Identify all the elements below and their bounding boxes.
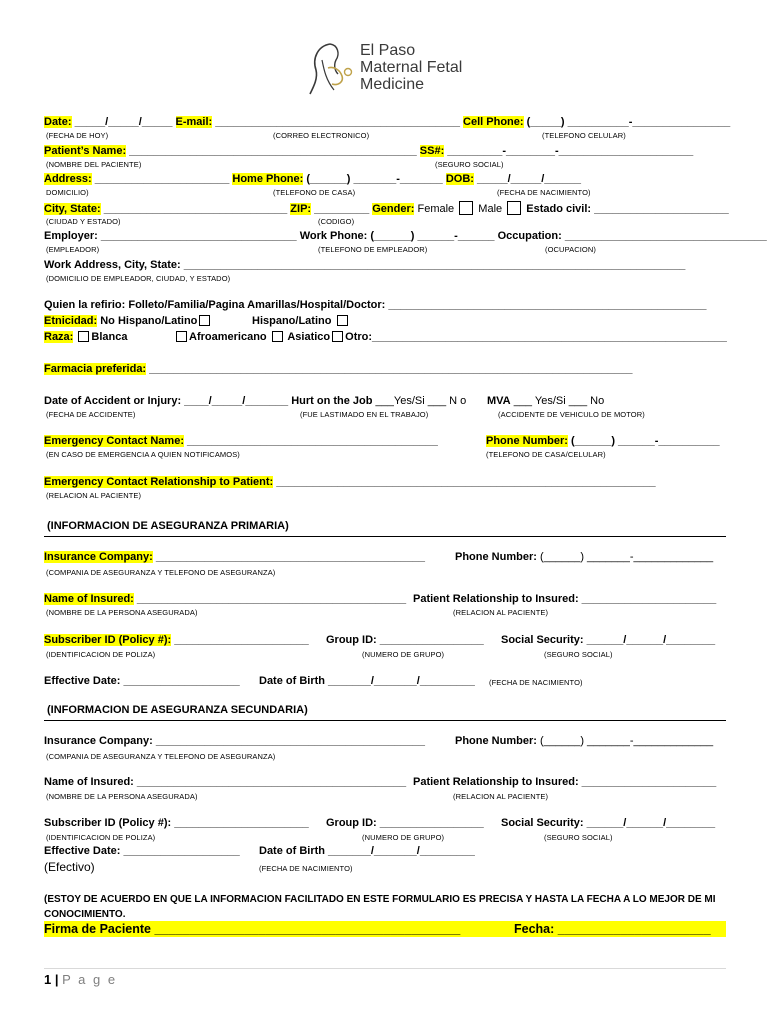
- primary-group-label: Group ID:: [326, 634, 377, 646]
- accident-row: [44, 395, 466, 408]
- work-address-sub: (DOMICILIO DE EMPLEADOR, CIUDAD, Y ESTADO): [46, 274, 231, 283]
- asian-checkbox[interactable]: [272, 331, 283, 342]
- primary-ss-label: Social Security:: [501, 634, 584, 646]
- race-label: Raza:: [44, 331, 74, 343]
- consent-line-1: (ESTOY DE ACUERDO EN QUE LA INFORMACION FACILITADO EN ESTE FORMULARIO ES PRECISA Y HASTA LA FECHA A LO MEJOR DE MI: [44, 894, 716, 905]
- secondary-subscriber-row: [44, 817, 309, 830]
- secondary-effective-field[interactable]: ___________________: [120, 845, 240, 857]
- secondary-subscriber-label: Subscriber ID (Policy #):: [44, 817, 172, 829]
- black-checkbox[interactable]: [176, 331, 187, 342]
- primary-group-sub: (NUMERO DE GRUPO): [362, 650, 445, 659]
- cell-phone-field[interactable]: (_____) __________-________________: [523, 116, 731, 128]
- ss-label: SS#:: [419, 145, 445, 157]
- secondary-dob-field[interactable]: _______/_______/_________: [325, 845, 475, 857]
- occupation-sub: (OCUPACION): [545, 245, 596, 254]
- secondary-subscriber-field[interactable]: ______________________: [171, 817, 309, 829]
- primary-phone-group: [455, 551, 713, 564]
- primary-effective-row: [44, 675, 240, 688]
- signature-date-group: [514, 921, 711, 937]
- primary-insured-row: [44, 593, 406, 606]
- asian-label: Asiatico: [284, 331, 331, 343]
- emergency-phone-group: [486, 435, 720, 448]
- email-label: E-mail:: [175, 116, 213, 128]
- home-phone-field[interactable]: (______) _______-_______: [303, 173, 446, 185]
- email-field[interactable]: ________________________________________: [212, 116, 464, 128]
- patient-name-label: Patient’s Name:: [44, 145, 127, 157]
- secondary-group-field[interactable]: _________________: [376, 817, 484, 829]
- primary-divider: [44, 536, 726, 537]
- signature-date-field[interactable]: ______________________: [554, 922, 711, 936]
- secondary-dob-label: Date of Birth: [259, 845, 325, 857]
- hispanic-label: Hispano/Latino: [252, 315, 332, 327]
- home-phone-sub: (TELEFONO DE CASA): [273, 188, 356, 197]
- dob-field[interactable]: _____/_____/______: [473, 173, 581, 185]
- hispanic-checkbox[interactable]: [337, 315, 348, 326]
- hurt-on-job-field[interactable]: ___Yes/Si ___ N o: [372, 395, 467, 407]
- other-checkbox[interactable]: [332, 331, 343, 342]
- secondary-ss-label: Social Security:: [501, 817, 584, 829]
- secondary-group-label: Group ID:: [326, 817, 377, 829]
- emergency-phone-sub: (TELEFONO DE CASA/CELULAR): [486, 450, 606, 459]
- date-row: [44, 116, 730, 129]
- white-checkbox[interactable]: [78, 331, 89, 342]
- gender-label: Gender:: [372, 203, 415, 215]
- primary-company-field[interactable]: ____________________________________________: [152, 551, 426, 563]
- employer-row: [44, 230, 767, 243]
- logo-mother-icon: [304, 40, 356, 98]
- employer-label: Employer:: [44, 230, 98, 242]
- hispanic-group: [252, 315, 350, 328]
- primary-relation-sub: (RELACION AL PACIENTE): [453, 608, 549, 617]
- zip-label: ZIP:: [290, 203, 312, 215]
- primary-ss-sub: (SEGURO SOCIAL): [544, 650, 613, 659]
- address-field[interactable]: ______________________: [91, 173, 233, 185]
- employer-field[interactable]: ________________________________: [97, 230, 300, 242]
- date-label: Date:: [44, 116, 72, 128]
- emergency-relation-label: Emergency Contact Relationship to Patient:: [44, 476, 274, 488]
- secondary-insured-label: Name of Insured:: [44, 776, 134, 788]
- emergency-name-label: Emergency Contact Name:: [44, 435, 184, 447]
- primary-group-field[interactable]: _________________: [376, 634, 484, 646]
- ss-field[interactable]: _________-________-______________________: [444, 145, 694, 157]
- primary-company-row: [44, 551, 425, 564]
- email-sub: (CORREO ELECTRONICO): [273, 131, 370, 140]
- secondary-relation-label: Patient Relationship to Insured:: [413, 776, 579, 788]
- race-row: [44, 331, 127, 344]
- accident-date-label: Date of Accident or Injury:: [44, 395, 182, 407]
- logo-line-1: El Paso: [360, 42, 416, 59]
- work-phone-label: Work Phone:: [299, 230, 368, 242]
- no-hispanic-label: No Hispano/Latino: [97, 315, 198, 327]
- work-address-row: [44, 259, 685, 272]
- logo-line-2: Maternal Fetal: [360, 59, 463, 76]
- pharmacy-label: Farmacia preferida:: [44, 363, 147, 375]
- civil-status-label: Estado civil:: [526, 203, 592, 215]
- logo-line-3: Medicine: [360, 76, 425, 93]
- patient-name-sub: (NOMBRE DEL PACIENTE): [46, 160, 142, 169]
- mva-label: MVA: [487, 395, 511, 407]
- address-sub: DOMICILIO): [46, 188, 89, 197]
- work-phone-field[interactable]: (______) ______-______: [367, 230, 498, 242]
- mva-field[interactable]: ___ Yes/Si ___ No: [510, 395, 605, 407]
- primary-insured-label: Name of Insured:: [44, 593, 134, 605]
- ethnicity-label: Etnicidad:: [44, 315, 98, 327]
- secondary-subscriber-sub: (IDENTIFICACION DE POLIZA): [46, 833, 156, 842]
- cell-phone-label: Cell Phone:: [463, 116, 524, 128]
- no-hispanic-checkbox[interactable]: [199, 315, 210, 326]
- primary-ss-group: [501, 634, 715, 647]
- primary-relation-field[interactable]: ______________________: [578, 593, 717, 605]
- ethnicity-row: [44, 315, 212, 328]
- secondary-effective-sub: (Efectivo): [44, 860, 95, 874]
- primary-subscriber-sub: (IDENTIFICACION DE POLIZA): [46, 650, 156, 659]
- signature-date-label: Fecha:: [514, 922, 555, 936]
- secondary-group-group: [326, 817, 484, 830]
- emergency-relation-sub: (RELACION AL PACIENTE): [46, 491, 142, 500]
- primary-heading: (INFORMACION DE ASEGURANZA PRIMARIA): [47, 520, 289, 532]
- primary-subscriber-field[interactable]: ______________________: [171, 634, 309, 646]
- city-row: [44, 201, 729, 216]
- secondary-phone-label: Phone Number:: [455, 735, 537, 747]
- emergency-relation-field[interactable]: ______________________________________________________________: [273, 476, 656, 488]
- signature-label: Firma de Paciente: [44, 922, 151, 936]
- secondary-ss-group: [501, 817, 715, 830]
- work-address-label: Work Address, City, State:: [44, 259, 181, 271]
- male-label: Male: [475, 203, 503, 215]
- emergency-phone-label: Phone Number:: [486, 435, 568, 447]
- occupation-field[interactable]: _________________________________: [561, 230, 767, 242]
- consent-line-2: CONOCIMIENTO.: [44, 909, 126, 920]
- mva-group: [487, 395, 604, 408]
- primary-subscriber-row: [44, 634, 309, 647]
- primary-ss-field[interactable]: ______/______/________: [583, 634, 716, 646]
- secondary-divider: [44, 720, 726, 721]
- address-row: [44, 173, 581, 186]
- male-checkbox[interactable]: [507, 201, 521, 215]
- patient-name-row: [44, 145, 693, 158]
- footer-divider: [44, 968, 726, 969]
- secondary-company-row: [44, 735, 425, 748]
- date-field[interactable]: _____/_____/_____: [71, 116, 176, 128]
- secondary-phone-group: [455, 735, 713, 748]
- primary-phone-label: Phone Number:: [455, 551, 537, 563]
- primary-dob-sub: (FECHA DE NACIMIENTO): [489, 678, 583, 687]
- primary-dob-label: Date of Birth: [259, 675, 325, 687]
- secondary-relation-group: [413, 776, 716, 789]
- primary-relation-label: Patient Relationship to Insured:: [413, 593, 579, 605]
- city-sub: (CIUDAD Y ESTADO): [46, 217, 121, 226]
- primary-company-label: Insurance Company:: [44, 551, 153, 563]
- emergency-name-field[interactable]: _________________________________________: [184, 435, 438, 447]
- work-phone-sub: (TELEFONO DE EMPLEADOR): [318, 245, 428, 254]
- page-number: 1: [44, 972, 52, 987]
- accident-date-field[interactable]: ____/_____/_______: [181, 395, 292, 407]
- page-footer: [44, 972, 117, 987]
- pharmacy-field[interactable]: _______________________________________________________________________________: [146, 363, 633, 375]
- primary-effective-label: Effective Date:: [44, 675, 121, 687]
- patient-name-field[interactable]: _______________________________________________: [126, 145, 420, 157]
- referral-row[interactable]: Quien la refirio: Folleto/Familia/Pagina Amarillas/Hospital/Doctor: ____________________________________________________: [44, 299, 707, 311]
- address-label: Address:: [44, 173, 92, 185]
- primary-dob-group: [259, 675, 475, 688]
- primary-subscriber-label: Subscriber ID (Policy #):: [44, 634, 172, 646]
- primary-effective-field[interactable]: ___________________: [120, 675, 240, 687]
- secondary-relation-sub: (RELACION AL PACIENTE): [453, 792, 549, 801]
- female-label: Female: [414, 203, 455, 215]
- city-label: City, State:: [44, 203, 101, 215]
- date-sub: (FECHA DE HOY): [46, 131, 109, 140]
- employer-sub: (EMPLEADOR): [46, 245, 100, 254]
- secondary-ss-field[interactable]: ______/______/________: [583, 817, 716, 829]
- white-label: Blanca: [91, 331, 128, 343]
- primary-insured-sub: (NOMBRE DE LA PERSONA ASEGURADA): [46, 608, 198, 617]
- mva-sub: (ACCIDENTE DE VEHICULO DE MOTOR): [498, 410, 645, 419]
- occupation-label: Occupation:: [497, 230, 562, 242]
- dob-sub: (FECHA DE NACIMIENTO): [497, 188, 591, 197]
- race-row-2: [174, 331, 727, 344]
- page-word: P a g e: [62, 972, 118, 987]
- hurt-on-job-sub: (FUE LASTIMADO EN EL TRABAJO): [300, 410, 429, 419]
- primary-company-sub: (COMPANIA DE ASEGURANZA Y TELEFONO DE ASEGURANZA): [46, 568, 276, 577]
- female-checkbox[interactable]: [459, 201, 473, 215]
- black-label: Afroamericano: [189, 331, 267, 343]
- emergency-phone-field[interactable]: (______) ______-__________: [567, 435, 720, 447]
- secondary-group-sub: (NUMERO DE GRUPO): [362, 833, 445, 842]
- secondary-dob-group: [259, 845, 475, 858]
- ss-sub: (SEGURO SOCIAL): [435, 160, 504, 169]
- emergency-relation-row: [44, 476, 656, 489]
- primary-dob-field[interactable]: _______/_______/_________: [325, 675, 475, 687]
- secondary-insured-field[interactable]: ____________________________________________: [133, 776, 407, 788]
- accident-date-sub: (FECHA DE ACCIDENTE): [46, 410, 136, 419]
- logo: [304, 40, 474, 98]
- secondary-effective-label: Effective Date:: [44, 845, 121, 857]
- primary-phone-field[interactable]: (______) _______-_____________: [536, 551, 714, 563]
- zip-field[interactable]: _________: [311, 203, 373, 215]
- city-field[interactable]: ______________________________: [100, 203, 291, 215]
- civil-status-field[interactable]: ______________________: [591, 203, 729, 215]
- secondary-dob-sub: (FECHA DE NACIMIENTO): [259, 864, 353, 873]
- emergency-name-sub: (EN CASO DE EMERGENCIA A QUIEN NOTIFICAMOS): [46, 450, 240, 459]
- secondary-heading: (INFORMACION DE ASEGURANZA SECUNDARIA): [47, 704, 308, 716]
- primary-group-group: [326, 634, 484, 647]
- secondary-ss-sub: (SEGURO SOCIAL): [544, 833, 613, 842]
- other-field[interactable]: Otro:__________________________________________________________: [345, 331, 727, 343]
- secondary-phone-field[interactable]: (______) _______-_____________: [536, 735, 714, 747]
- hurt-on-job-label: Hurt on the Job: [291, 395, 373, 407]
- secondary-company-label: Insurance Company:: [44, 735, 153, 747]
- secondary-effective-row: [44, 845, 240, 858]
- zip-sub: (CODIGO): [318, 217, 355, 226]
- primary-insured-field[interactable]: ____________________________________________: [133, 593, 407, 605]
- pharmacy-row: [44, 363, 632, 376]
- secondary-insured-sub: (NOMBRE DE LA PERSONA ASEGURADA): [46, 792, 198, 801]
- emergency-name-row: [44, 435, 438, 448]
- secondary-insured-row: [44, 776, 406, 789]
- dob-label: DOB:: [445, 173, 474, 185]
- cell-sub: (TELEFONO CELULAR): [542, 131, 626, 140]
- signature-field[interactable]: ____________________________________________: [151, 922, 461, 936]
- signature-row: [44, 921, 726, 937]
- primary-relation-group: [413, 593, 716, 606]
- home-phone-label: Home Phone:: [232, 173, 304, 185]
- secondary-company-field[interactable]: ____________________________________________: [152, 735, 426, 747]
- secondary-company-sub: (COMPANIA DE ASEGURANZA Y TELEFONO DE ASEGURANZA): [46, 752, 276, 761]
- secondary-relation-field[interactable]: ______________________: [578, 776, 717, 788]
- page-separator: |: [51, 972, 63, 987]
- work-address-field[interactable]: __________________________________________________________________________________: [180, 259, 686, 271]
